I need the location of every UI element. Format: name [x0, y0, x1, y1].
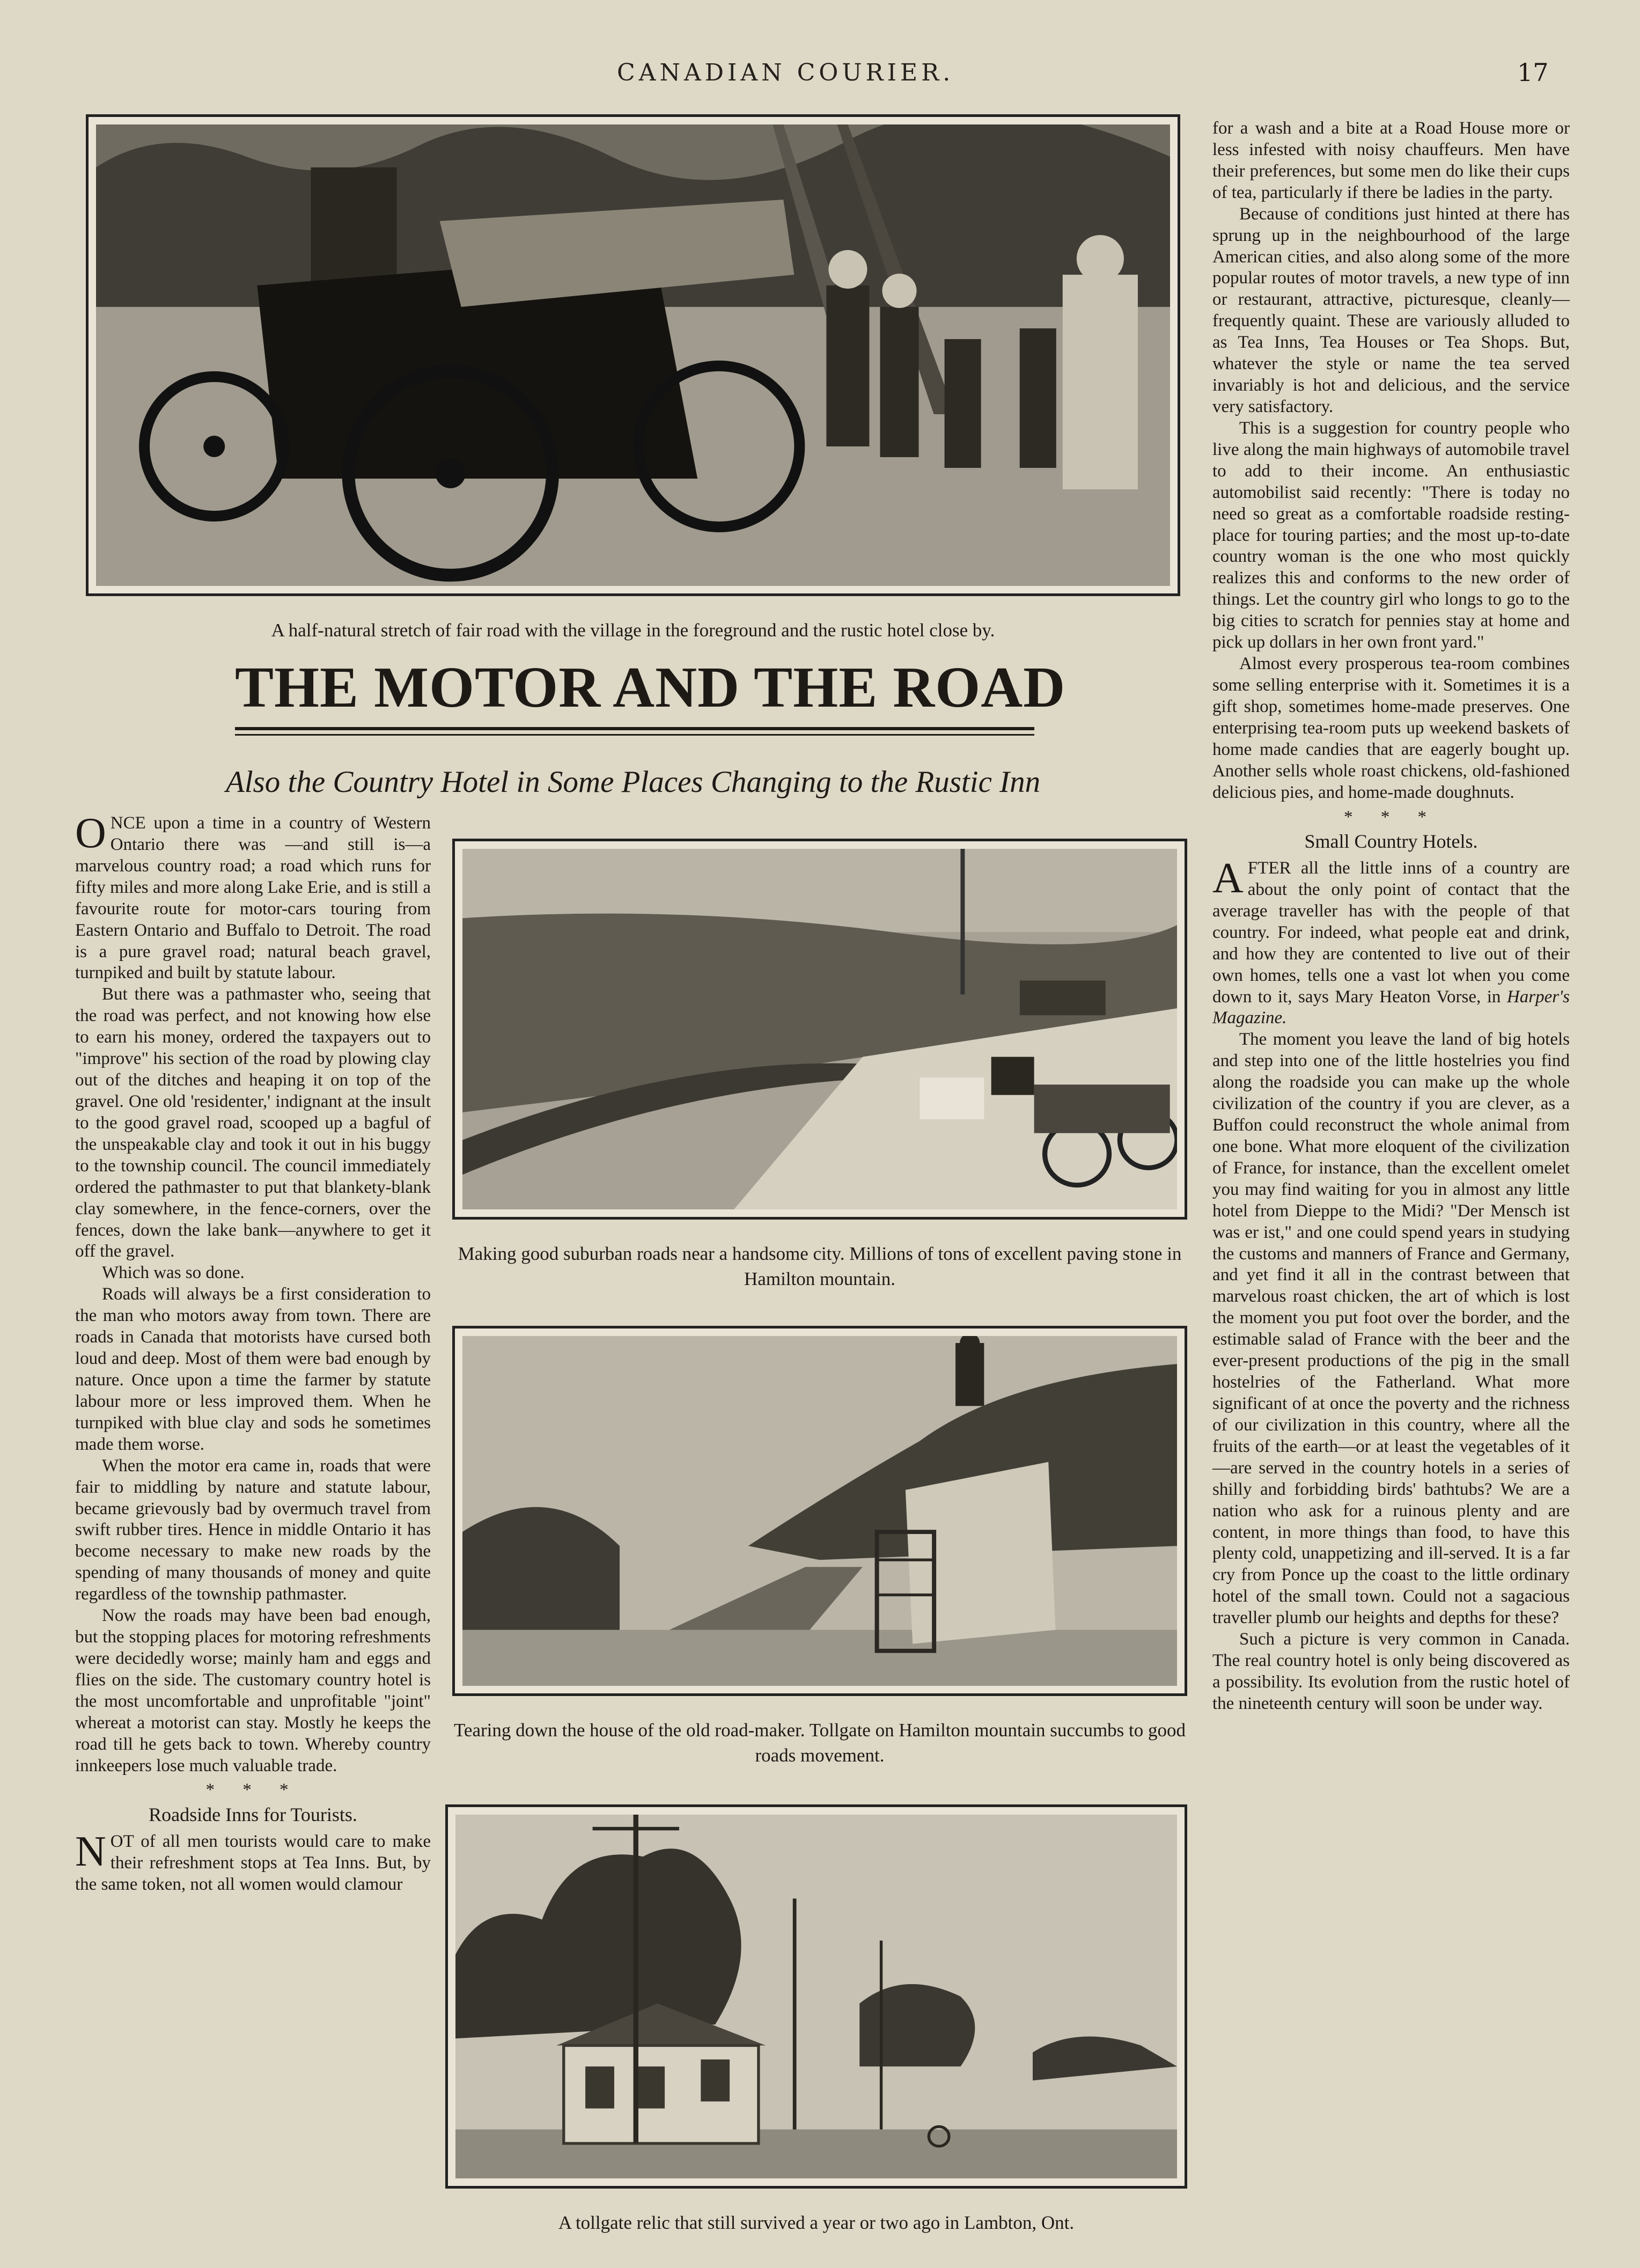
photo-tollgate-relic [445, 1804, 1187, 2189]
motor-car-illustration [96, 124, 1170, 586]
paragraph: Roads will always be a first consideration to the man who motors away from town. There are roads in Canada that motorists have cursed both loud and deep. Most of them were bad enough by nature. Once upon a time the farmer by statute labour more or less improved them. When he turnpiked with blue clay and sods he sometimes made them worse. [75, 1285, 431, 1454]
headline: THE MOTOR AND THE ROAD [235, 656, 1066, 720]
suburban-road-illustration [462, 849, 1177, 1209]
photo-suburban-road [452, 839, 1187, 1220]
page-number: 17 [1517, 58, 1549, 87]
paragraph: Because of conditions just hinted at there has sprung up in the neighbourhood of the large American cities, and also along some of the more popular routes of motor travels, a new type of inn or restaurant, attractive, picturesque, cleanly—frequently quaint. These are variously alluded to as Tea Inns, Tea Houses or Tea Shops. But, whatever the style or name the tea served invariably is hot and delicious, and the service very satisfactory. [1212, 204, 1570, 416]
article-column-3 [1212, 118, 1570, 1715]
headline-rule-top [235, 727, 1034, 730]
tollgate-down-illustration [462, 1336, 1177, 1686]
running-title: CANADIAN COURIER. [617, 59, 954, 86]
paragraph: Such a picture is very common in Canada. The real country hotel is only being discovered as a possibility. Its evolution from the rustic hotel of the nineteenth century will soon be under way. [1212, 1630, 1570, 1713]
paragraph: Almost every prosperous tea-room combines some selling enterprise with it. Sometimes it is a gift shop, sometimes home-made preserves. One enterprising tea-room puts up weekend baskets of home made candies that are eagerly bought up. Another sells whole roast chickens, old-fashioned delicious pies, and home-made doughnuts. [1212, 654, 1570, 802]
caption-car: A half-natural stretch of fair road with the village in the foreground and the rustic hotel close by. [271, 620, 995, 641]
headline-rule-bottom [235, 734, 1034, 736]
deck: Also the Country Hotel in Some Places Changing to the Rustic Inn [225, 765, 1041, 799]
caption-suburban: Making good suburban roads near a handsome city. Millions of tons of excellent paving stone in Hamilton mountain. [458, 1243, 1182, 1290]
paragraph: But there was a pathmaster who, seeing that the road was perfect, and not knowing how else to earn his money, ordered the taxpayers out to "improve" his section of the road by plowing clay out of the ditches and heaping it on top of the gravel. One old 'residenter,' indignant at the insult to the good gravel road, scooped up a bagful of the unspeakable clay and took it out in his buggy to the township council. The council immediately ordered the pathmaster to put that blankety-blank clay somewhere, in the fence-corners, over the fences, down the lake bank—anywhere to get it off the gravel. [75, 985, 431, 1261]
subhead-small-country-hotels: Small Country Hotels. [1304, 831, 1478, 853]
tollgate-relic-illustration [455, 1815, 1177, 2178]
paragraph: When the motor era came in, roads that were fair to middling by nature and statute labour, became grievously bad by overmuch travel from swift rubber tires. Hence in middle Ontario it has become necessary to make new roads by the spending of many thousands of money and quite regardless of the township pathmaster. [75, 1456, 431, 1604]
paragraph: for a wash and a bite at a Road House more or less infested with noisy chauffeurs. Men have their preferences, but some men do like their cups of tea, particularly if there be ladies in the party. [1212, 119, 1570, 202]
paragraph: The moment you leave the land of big hotels and step into one of the little hostelries you find along the roadside you can make up the whole civilization of the country if you are clever, as a Buffon could reconstruct the whole animal from one bone. What more eloquent of the civilization of France, for instance, than the excellent omelet you may find waiting for you in almost any little hotel from Dieppe to the Midi? "Der Mensch ist was er ist," and one could spend years in studying the customs and manners of France and Germany, and yet find it all in the contrast between that marvelous roast chicken, the art of which is lost the moment you put foot over the border, and the estimable salad of France with the beer and the ever-present productions of the pig in the small hostelries of the Fatherland. What more significant of at once the poverty and the richness of our civilization in this country, where all the fruits of the earth—or at least the vegetables of it—are served in the country hotels in a series of shilly and forbidding birds' bathtubs? We are a nation who ask for a ruinous plenty and are content, in more things than food, to have this plenty cold, unappetizing and ill-served. It is a far cry from Ponce up the coast to the little ordinary hotel of the small town. Could not a sagacious traveller plumb our heights and depths for these? [1212, 1030, 1570, 1628]
paragraph: Now the roads may have been bad enough, but the stopping places for motoring refreshments were decidedly worse; mainly ham and eggs and flies on the side. The customary country hotel is the most uncomfortable and unprofitable "joint" whereat a motorist can stay. Mostly he keeps the road till he gets back to town. Whereby country innkeepers lose much valuable trade. [75, 1606, 431, 1775]
paragraph: This is a suggestion for country people who live along the main highways of automobile travel to add to their income. An enthusiastic automobilist said recently: "There is today no need so great as a comfortable roadside resting-place for touring parties; and the most up-to-date country woman is the one who most quickly realizes this and conforms to the new order of things. Let the country girl who longs to go to the big cities to scratch for pennies stay at home and pick up dollars in her own front yard." [1212, 418, 1570, 652]
article-column-1 [75, 810, 431, 1896]
photo-motor-car [86, 114, 1180, 596]
subhead-roadside-inns: Roadside Inns for Tourists. [149, 1804, 357, 1826]
section-stars: * * * [1344, 807, 1438, 827]
paragraph: NOT of all men tourists would care to make their refreshment stops at Tea Inns. But, by the same token, not all women would clamour [75, 1827, 431, 1894]
caption-tollgate-relic: A tollgate relic that still survived a year or two ago in Lambton, Ont. [558, 2212, 1075, 2233]
paragraph-text: AFTER all the little inns of a country are about the only point of contact that the average traveller has with the people of that country. For indeed, what people eat and drink, and how they are contented to live out of their own homes, tells one a vast lot when you come down to it, says Mary Heaton Vorse, in [1212, 854, 1570, 1007]
paragraph: Which was so done. [102, 1263, 245, 1283]
magazine-title: Harper's Magazine. [1212, 987, 1570, 1028]
paragraph: ONCE upon a time in a country of Western Ontario there was —and still is—a marvelous country road; a road which runs for fifty miles and more along Lake Erie, and is still a favourite route for motor-cars touring from Eastern Ontario and Buffalo to Detroit. The road is a pure gravel road; natural beach gravel, turnpiked and built by statute labour. [75, 810, 431, 983]
photo-tollgate-down [452, 1326, 1187, 1696]
paragraph [1212, 854, 1570, 1029]
caption-tollgate-down: Tearing down the house of the old road-maker. Tollgate on Hamilton mountain succumbs to good roads movement. [453, 1720, 1186, 1766]
section-stars: * * * [205, 1780, 300, 1800]
